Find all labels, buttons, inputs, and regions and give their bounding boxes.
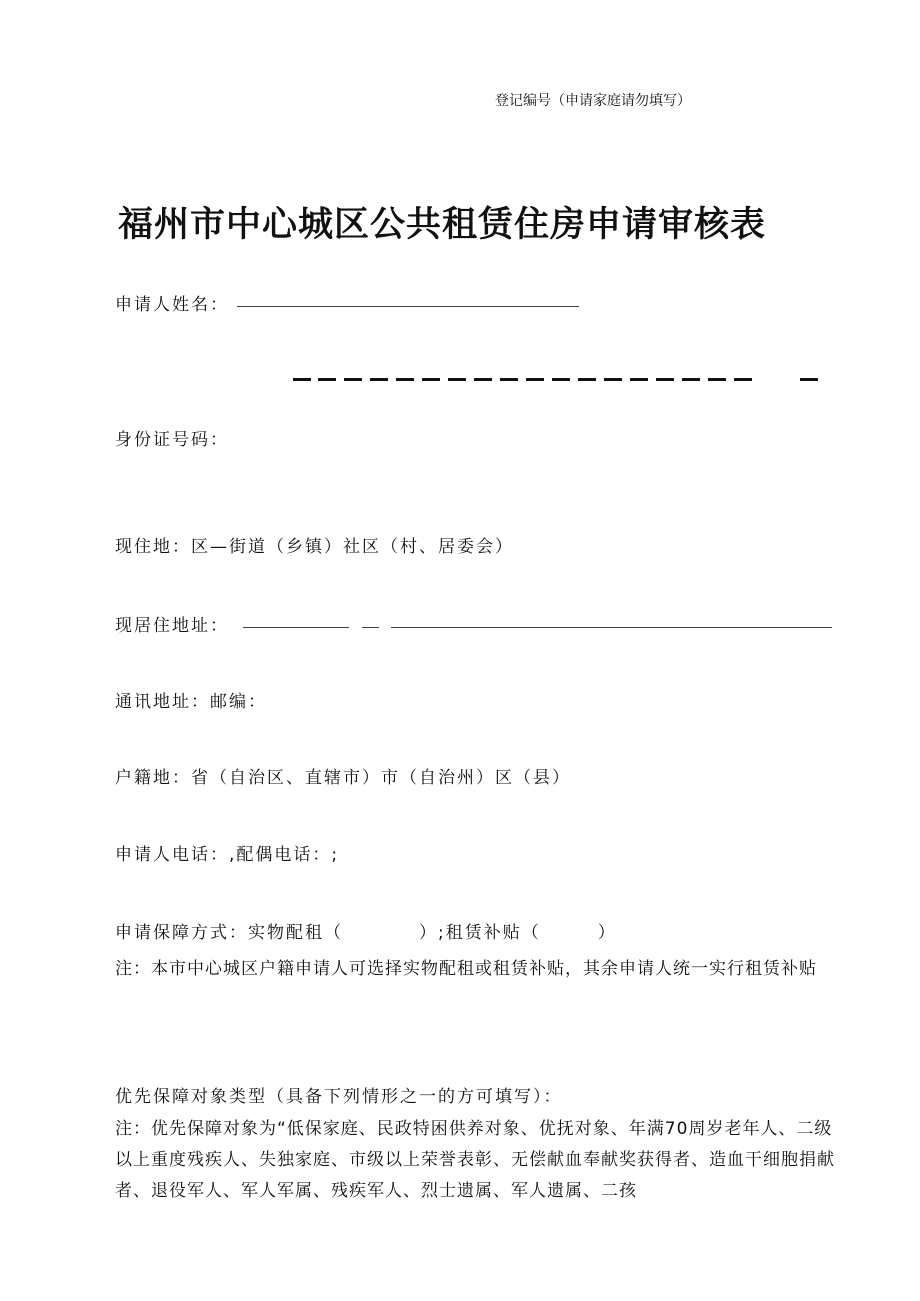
registration-number-label: 登记编号（申请家庭请勿填写） (495, 93, 691, 109)
id-digit-slot[interactable] (318, 378, 336, 381)
id-digit-slot[interactable] (734, 378, 752, 381)
id-digit-slot[interactable] (396, 378, 414, 381)
mailing-address-label: 通讯地址：邮编： (115, 692, 267, 712)
id-digit-slot[interactable] (448, 378, 466, 381)
form-title: 福州市中心城区公共租赁住房申请审核表 (118, 205, 767, 245)
guarantee-method-label: 申请保障方式：实物配租（ ）;租赁补贴（ ） (115, 923, 617, 943)
priority-heading: 优先保障对象类型（具备下列情形之一的方可填写）： (115, 1087, 563, 1107)
applicant-name-line[interactable] (237, 306, 579, 307)
id-number-boxes[interactable] (293, 378, 818, 383)
priority-note: 注：优先保障对象为“低保家庭、民政特困供养对象、优抚对象、年满70周岁老年人、二级以上重度残疾人、失独家庭、市级以上荣誉表彰、无偿献血奉献奖获得者、造血干细胞捐献者、退役军人、军人军属、残疾军人、烈士遗属、军人遗属、二孩 (115, 1119, 835, 1201)
phone-label: 申请人电话：,配偶电话：; (115, 845, 340, 865)
id-digit-slot[interactable] (682, 378, 700, 381)
applicant-name-label: 申请人姓名： (115, 295, 229, 315)
address-line-district[interactable] (243, 627, 349, 628)
id-digit-slot[interactable] (474, 378, 492, 381)
household-registration-label: 户籍地：省（自治区、直辖市）市（自治州）区（县） (115, 768, 571, 788)
id-digit-slot[interactable] (526, 378, 544, 381)
id-digit-slot[interactable] (708, 378, 726, 381)
id-digit-slot[interactable] (630, 378, 648, 381)
id-digit-slot[interactable] (656, 378, 674, 381)
id-digit-slot[interactable] (604, 378, 622, 381)
id-digit-slot[interactable] (293, 378, 311, 381)
id-number-label: 身份证号码： (115, 430, 229, 450)
current-residence-label: 现住地：区—街道（乡镇）社区（村、居委会） (115, 537, 514, 557)
id-digit-slot[interactable] (552, 378, 570, 381)
id-digit-slot[interactable] (370, 378, 388, 381)
guarantee-note: 注：本市中心城区户籍申请人可选择实物配租或租赁补贴，其余申请人统一实行租赁补贴 (115, 959, 817, 979)
id-digit-slot[interactable] (500, 378, 518, 381)
address-line-detail[interactable] (391, 627, 832, 628)
current-address-label: 现居住地址： (115, 616, 229, 636)
id-digit-slot[interactable] (578, 378, 596, 381)
id-digit-slot[interactable] (422, 378, 440, 381)
id-digit-slot[interactable] (800, 378, 818, 381)
id-digit-slot[interactable] (344, 378, 362, 381)
address-line-street[interactable] (362, 627, 379, 628)
